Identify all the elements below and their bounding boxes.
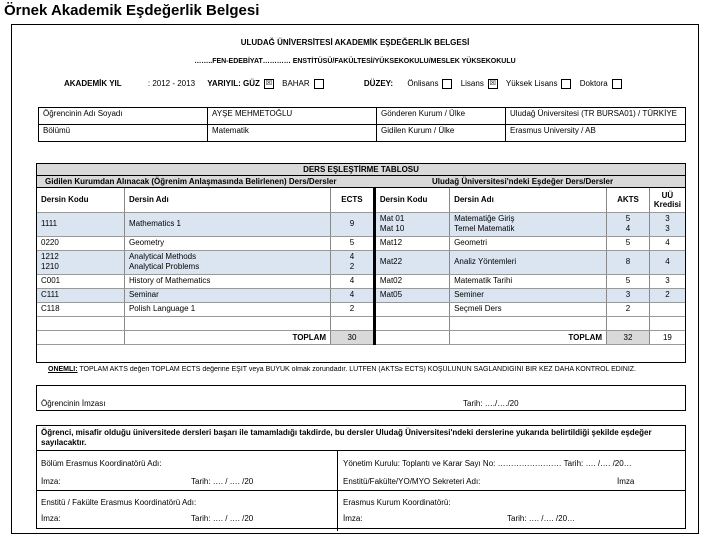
row-code: C001 — [37, 274, 124, 288]
board-decision: Yönetim Kurulu: Toplantı ve Karar Sayı No: …………………… Tarih: …. /…. /20… — [343, 459, 632, 468]
level-doktora-label: Doktora — [579, 79, 608, 89]
total-ects: 30 — [331, 330, 375, 344]
row-name2: Geometri — [450, 236, 607, 250]
row-name: Geometry — [124, 236, 330, 250]
year-semester-level-row — [64, 79, 628, 89]
faculty-coordinator-date: Tarih: …. / …. /20 — [191, 514, 254, 523]
col-akts: AKTS — [607, 188, 650, 212]
row-code2: Mat 01 Mat 10 — [374, 212, 449, 236]
total-label: TOPLAM — [124, 330, 330, 344]
semester-spring-checkbox[interactable] — [314, 79, 324, 89]
row-name2: Matematik Tarihi — [450, 274, 607, 288]
course-row — [37, 288, 685, 302]
row-kredi — [649, 302, 685, 316]
course-table-title: DERS EŞLEŞTİRME TABLOSU — [37, 164, 685, 176]
important-note — [48, 366, 688, 373]
course-row — [37, 274, 685, 288]
secretary-name: Enstitü/Fakülte/YO/MYO Sekreteri Adı: — [343, 477, 481, 486]
host-coordinator-name: Erasmus Kurum Koordinatörü: — [343, 498, 451, 507]
row-code2 — [374, 302, 449, 316]
secretary-sign: İmza — [617, 477, 635, 486]
student-info-table — [38, 107, 686, 142]
student-signature-box — [36, 385, 686, 411]
row-name2: Matematiğe Giriş Temel Matematik — [450, 212, 607, 236]
row-code2: Mat12 — [374, 236, 449, 250]
row-code: C111 — [37, 288, 124, 302]
row-ects: 4 — [331, 274, 375, 288]
equivalence-statement: Öğrenci, misafir olduğu üniversitede dersleri başarı ile tamamladığı takdirde, bu dersler Uludağ Üniversitesi'ndeki derslerine yukarıda belirtildiği şekilde eşdeğer sayılacaktır. — [37, 426, 685, 451]
row-akts: 5 — [607, 236, 650, 250]
row-name: Mathematics 1 — [124, 212, 330, 236]
row-name: History of Mathematics — [124, 274, 330, 288]
sending-institution-value: Uludağ Üniversitesi (TR BURSA01) / TÜRKİYE — [506, 108, 686, 125]
col-code: Dersin Kodu — [37, 188, 124, 212]
course-table — [37, 188, 685, 345]
col-ects: ECTS — [331, 188, 375, 212]
row-kredi: 3 3 — [649, 212, 685, 236]
department-label: Bölümü — [39, 125, 208, 142]
level-yuksek-label: Yüksek Lisans — [505, 79, 558, 89]
row-name: Polish Language 1 — [124, 302, 330, 316]
faculty-coordinator-sign: İmza: — [41, 514, 61, 523]
row-code: 1212 1210 — [37, 250, 124, 274]
semester-spring-label: BAHAR — [282, 79, 310, 89]
course-rows — [37, 212, 685, 330]
row-name2: Analiz Yöntemleri — [450, 250, 607, 274]
level-yuksek-checkbox[interactable] — [561, 79, 571, 89]
sending-institution-label: Gönderen Kurum / Ülke — [377, 108, 506, 125]
host-coordinator-sign: İmza: — [343, 514, 363, 523]
empty-row — [37, 316, 685, 330]
student-signature-date: Tarih: …./…./20 — [463, 399, 519, 408]
year-value: : 2012 - 2013 — [147, 79, 196, 89]
semester-fall-checkbox[interactable]: ☒ — [265, 80, 273, 87]
course-row — [37, 236, 685, 250]
course-row — [37, 250, 685, 274]
row-kredi: 4 — [649, 250, 685, 274]
dept-coordinator-date: Tarih: …. / …. /20 — [191, 477, 254, 486]
level-lisans-checkbox[interactable]: ☒ — [489, 80, 496, 87]
row-akts: 3 — [607, 288, 650, 302]
faculty-coordinator-name: Enstitü / Fakülte Erasmus Koordinatörü Adı: — [41, 498, 197, 507]
student-name-value: AYŞE MEHMETOĞLU — [208, 108, 377, 125]
row-code2: Mat05 — [374, 288, 449, 302]
row-ects: 2 — [331, 302, 375, 316]
level-onlisans-label: Önlisans — [407, 79, 439, 89]
row-akts: 5 4 — [607, 212, 650, 236]
course-row — [37, 302, 685, 316]
row-ects: 4 — [331, 288, 375, 302]
host-coordinator-date: Tarih: …. /…. /20… — [507, 514, 576, 523]
important-text: TOPLAM AKTS değeri TOPLAM ECTS değerine EŞİT veya BÜYÜK olmak zorundadır. LÜTFEN (AKTS≥ ECTS) KOŞULUNUN SAĞLANDIĞINI BİR KEZ DAHA KONTROL EDİNİZ. — [77, 366, 636, 373]
total-kredi: 19 — [649, 330, 685, 344]
important-label: ÖNEMLİ: — [48, 366, 78, 373]
row-akts: 8 — [607, 250, 650, 274]
row-ects: 4 2 — [331, 250, 375, 274]
level-label: DÜZEY: — [363, 79, 394, 89]
year-label: AKADEMİK YIL — [64, 79, 122, 89]
dept-coordinator-name: Bölüm Erasmus Koordinatörü Adı: — [41, 459, 162, 468]
level-onlisans-checkbox[interactable] — [442, 79, 452, 89]
row-name: Seminar — [124, 288, 330, 302]
level-doktora-checkbox[interactable] — [612, 79, 622, 89]
document-title: Örnek Akademik Eşdeğerlik Belgesi — [4, 2, 260, 19]
department-value: Matematik — [208, 125, 377, 142]
student-signature-label: Öğrencinin İmzası — [41, 399, 106, 408]
col-name: Dersin Adı — [124, 188, 330, 212]
col-name2: Dersin Adı — [450, 188, 607, 212]
col-uu-kredi: UÜ Kredisi — [649, 188, 685, 212]
row-name2: Seçmeli Ders — [450, 302, 607, 316]
student-name-label: Öğrencinin Adı Soyadı — [39, 108, 208, 125]
row-akts: 5 — [607, 274, 650, 288]
row-code: C118 — [37, 302, 124, 316]
home-courses-header: Uludağ Üniversitesi'ndeki Eşdeğer Ders/Dersler — [432, 177, 614, 186]
course-row — [37, 212, 685, 236]
host-courses-header: Gidilen Kurumdan Alınacak (Öğrenim Anlaşmasında Belirlenen) Ders/Dersler — [45, 177, 337, 186]
row-kredi: 2 — [649, 288, 685, 302]
row-code: 1111 — [37, 212, 124, 236]
level-lisans-label: Lisans — [460, 79, 484, 89]
semester-label: YARIYIL: GÜZ — [207, 79, 260, 89]
approval-box — [36, 425, 686, 529]
row-akts: 2 — [607, 302, 650, 316]
host-institution-label: Gidilen Kurum / Ülke — [377, 125, 506, 142]
course-matching-box — [36, 163, 686, 363]
row-kredi: 4 — [649, 236, 685, 250]
university-title: ULUDAĞ ÜNİVERSİTESİ AKADEMİK EŞDEĞERLİK BELGESİ — [240, 38, 470, 47]
row-name: Analytical Methods Analytical Problems — [124, 250, 330, 274]
row-code2: Mat02 — [374, 274, 449, 288]
row-kredi: 3 — [649, 274, 685, 288]
row-code: 0220 — [37, 236, 124, 250]
faculty-line: ……..FEN-EDEBİYAT………… ENSTİTÜSÜ/FAKÜLTESİ/YÜKSEKOKULU/MESLEK YÜKSEKOKULU — [194, 58, 516, 65]
course-table-subheaders — [37, 176, 685, 188]
row-ects: 5 — [331, 236, 375, 250]
row-ects: 9 — [331, 212, 375, 236]
row-name2: Seminer — [450, 288, 607, 302]
col-code2: Dersin Kodu — [374, 188, 449, 212]
total-label-2: TOPLAM — [450, 330, 607, 344]
total-akts: 32 — [607, 330, 650, 344]
host-institution-value: Erasmus University / AB — [506, 125, 686, 142]
row-code2: Mat22 — [374, 250, 449, 274]
dept-coordinator-sign: İmza: — [41, 477, 61, 486]
